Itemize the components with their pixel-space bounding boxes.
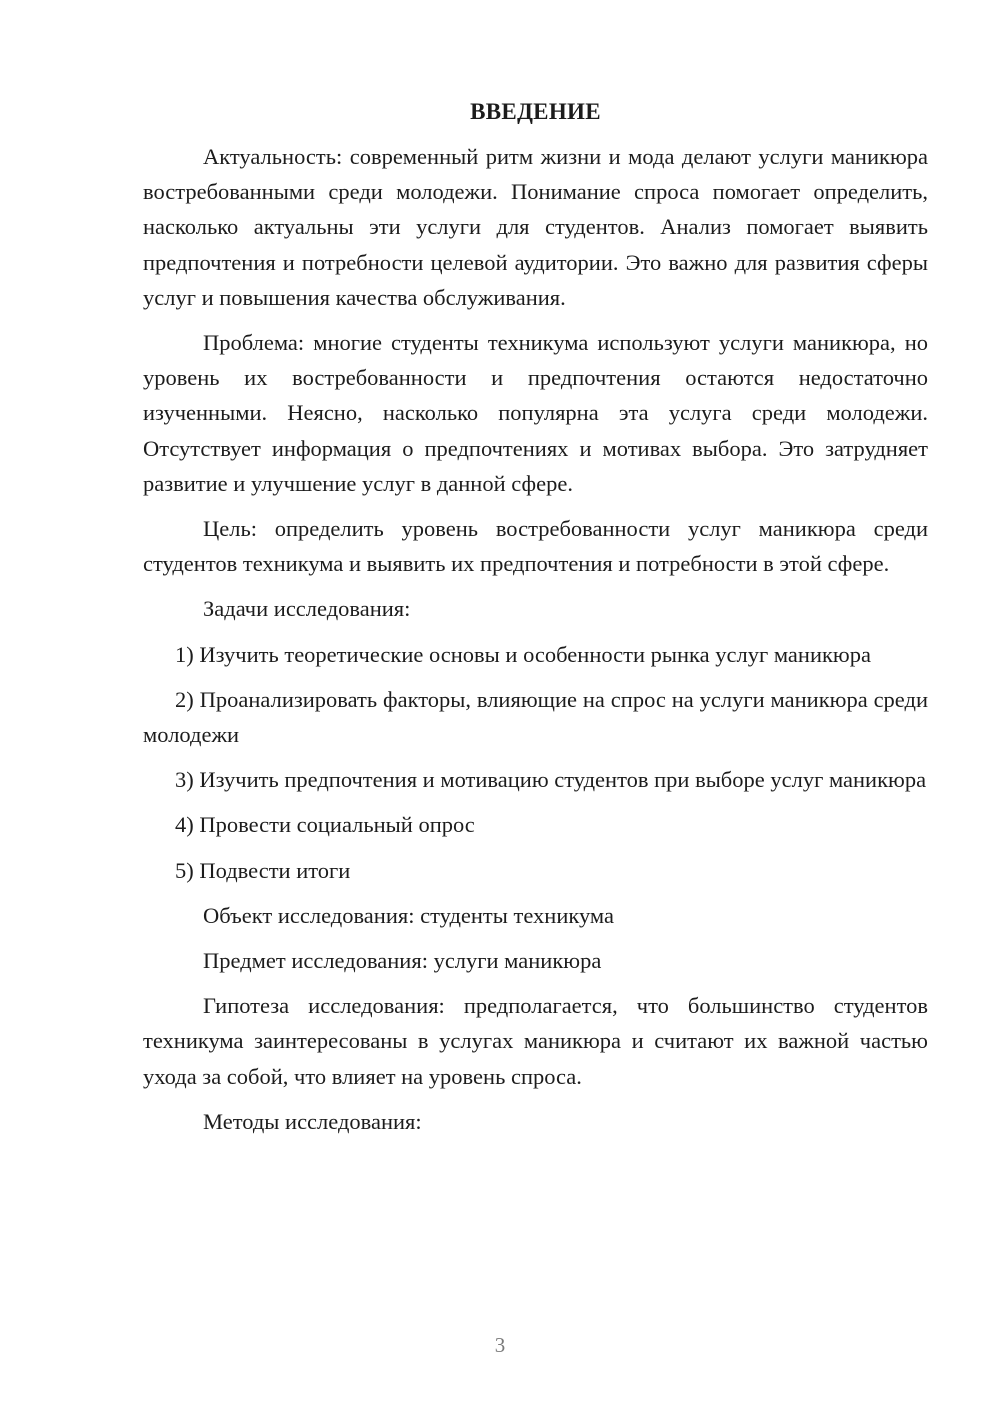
section-title: ВВЕДЕНИЕ	[470, 99, 601, 124]
tasks-heading: Задачи исследования:	[203, 596, 411, 622]
task-item-3: 3) Изучить предпочтения и мотивацию студентов при выборе услуг маникюра	[175, 767, 927, 793]
task-item-2: 2) Проанализировать факторы, влияющие на спрос на услуги маникюра среди молодежи	[143, 686, 928, 748]
page-number: 3	[494, 1333, 506, 1357]
methods-heading: Методы исследования:	[203, 1108, 422, 1134]
hypothesis-paragraph: Гипотеза исследования: предполагается, что большинство студентов техникума заинтересованы в услугах маникюра и считают их важной частью ухода за собой, что влияет на уровень спроса.	[143, 993, 928, 1089]
task-item-4: 4) Провести социальный опрос	[175, 812, 475, 838]
task-item-1: 1) Изучить теоретические основы и особенности рынка услуг маникюра	[175, 641, 871, 667]
document-body	[143, 94, 928, 1139]
subject-paragraph: Предмет исследования: услуги маникюра	[203, 948, 602, 974]
object-paragraph: Объект исследования: студенты техникума	[203, 902, 614, 928]
relevance-paragraph: Актуальность: современный ритм жизни и мода делают услуги маникюра востребованными среди молодежи. Понимание спроса помогает определить, насколько актуальны эти услуги для студентов. Анализ помогает выявить предпочтения и потребности целевой аудитории. Это важно для развития сферы услуг и повышения качества обслуживания.	[143, 144, 928, 310]
problem-paragraph: Проблема: многие студенты техникума используют услуги маникюра, но уровень их востребованности и предпочтения остаются недостаточно изученными. Неясно, насколько популярна эта услуга среди молодежи. Отсутствует информация о предпочтениях и мотивах выбора. Это затрудняет развитие и улучшение услуг в данной сфере.	[143, 330, 928, 496]
goal-paragraph: Цель: определить уровень востребованности услуг маникюра среди студентов техникума и выявить их предпочтения и потребности в этой сфере.	[143, 516, 928, 577]
task-item-5: 5) Подвести итоги	[175, 857, 351, 883]
